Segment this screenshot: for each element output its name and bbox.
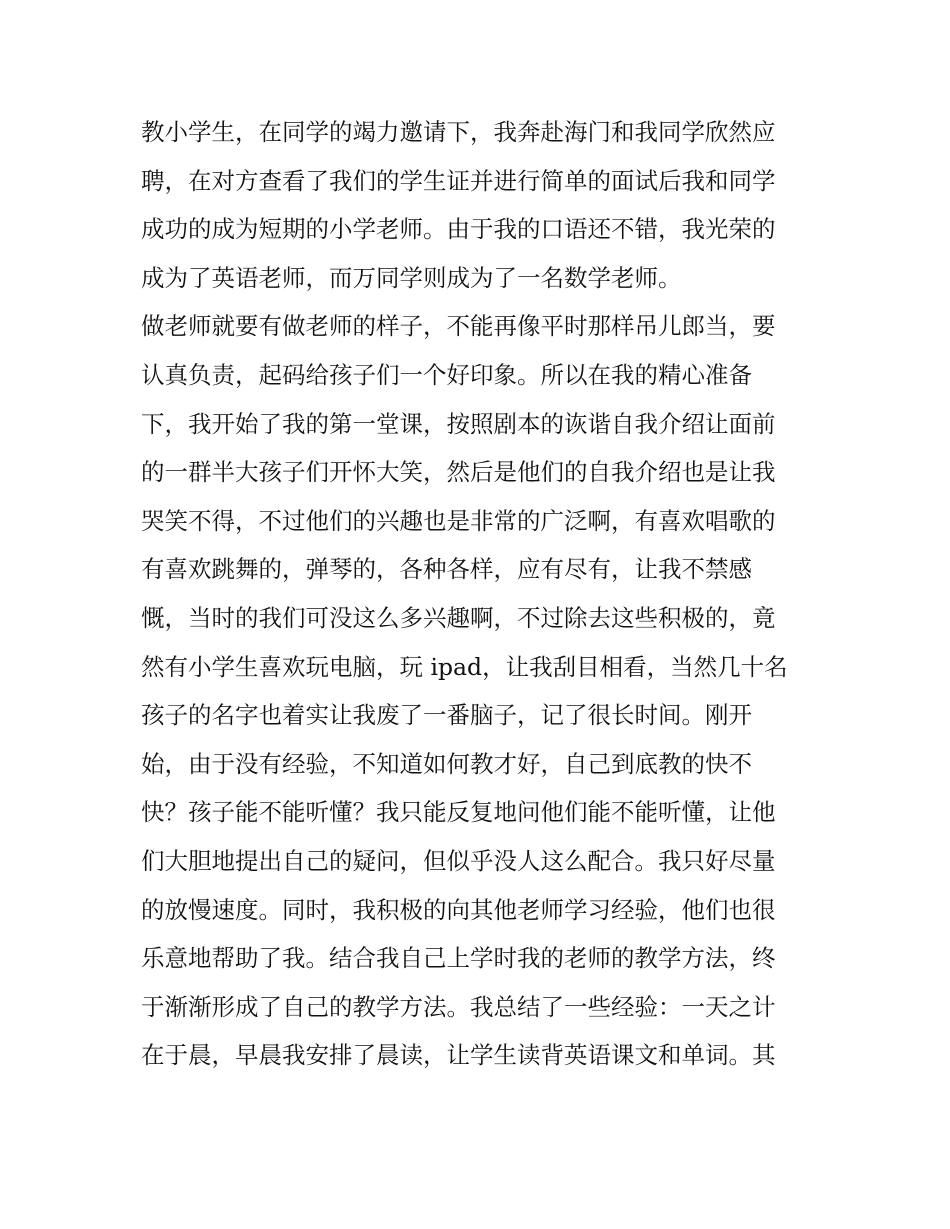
text-line: 乐意地帮助了我。结合我自己上学时我的老师的教学方法，终 xyxy=(141,944,776,973)
text-line: 聘，在对方查看了我们的学生证并进行简单的面试后我和同学 xyxy=(141,166,776,195)
text-line: 快？孩子能不能听懂？我只能反复地问他们能不能听懂，让他 xyxy=(141,798,776,827)
text-line: 教小学生，在同学的竭力邀请下，我奔赴海门和我同学欣然应 xyxy=(141,118,776,146)
text-line: 的放慢速度。同时，我积极的向其他老师学习经验，他们也很 xyxy=(141,895,776,924)
text-line: 有喜欢跳舞的，弹琴的，各种各样，应有尽有，让我不禁感 xyxy=(141,555,752,584)
text-line: 成为了英语老师，而万同学则成为了一名数学老师。 xyxy=(141,263,682,292)
text-line: 在于晨，早晨我安排了晨读，让学生读背英语课文和单词。其 xyxy=(141,1041,776,1070)
text-line: 认真负责，起码给孩子们一个好印象。所以在我的精心准备 xyxy=(141,360,752,389)
text-line: 们大胆地提出自己的疑问，但似乎没人这么配合。我只好尽量 xyxy=(141,846,776,875)
text-line: 做老师就要有做老师的样子，不能再像平时那样吊儿郎当，要 xyxy=(141,312,776,341)
text-line: 下，我开始了我的第一堂课，按照剧本的诙谐自我介绍让面前 xyxy=(141,409,776,438)
text-line: 成功的成为短期的小学老师。由于我的口语还不错，我光荣的 xyxy=(141,215,776,244)
text-line: 的一群半大孩子们开怀大笑，然后是他们的自我介绍也是让我 xyxy=(141,458,776,487)
text-line: 孩子的名字也着实让我废了一番脑子，记了很长时间。刚开 xyxy=(141,701,752,730)
body-text xyxy=(141,108,821,1080)
text-line: 然有小学生喜欢玩电脑，玩 ipad，让我刮目相看，当然几十名 xyxy=(141,652,788,681)
text-line: 慨，当时的我们可没这么多兴趣啊，不过除去这些积极的，竟 xyxy=(141,603,776,632)
text-line: 哭笑不得，不过他们的兴趣也是非常的广泛啊，有喜欢唱歌的 xyxy=(141,506,776,535)
text-line: 于渐渐形成了自己的教学方法。我总结了一些经验：一天之计 xyxy=(141,992,776,1021)
text-line: 始，由于没有经验，不知道如何教才好，自己到底教的快不 xyxy=(141,749,752,778)
